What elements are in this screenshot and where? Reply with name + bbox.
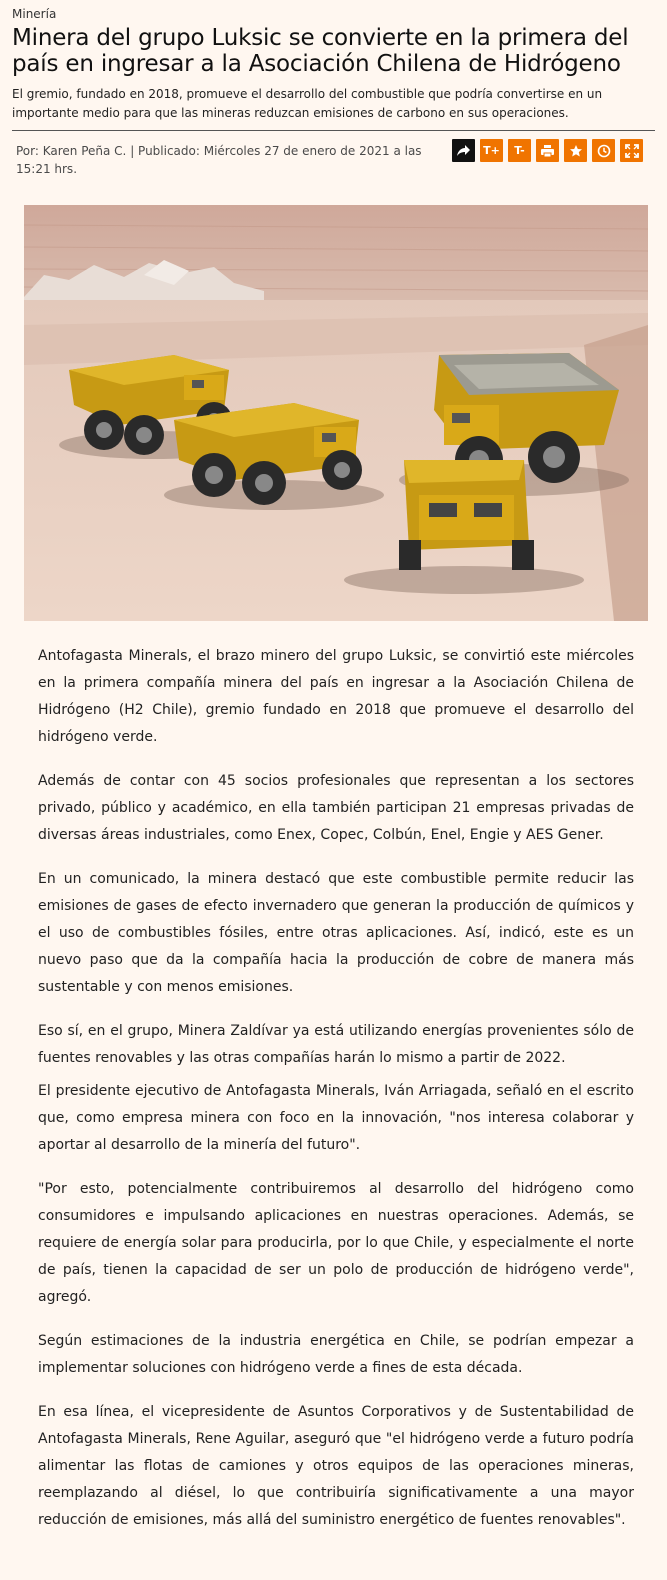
article-paragraph: En un comunicado, la minera destacó que este combustible permite reducir las emisiones de gases de efecto invernadero que generan la producción de químicos y el uso de combustibles fósiles, entre otras aplicaciones. Así, indicó, este es un nuevo paso que da la compañía hacia la producción de cobre de manera más sustentable y con menos emisiones. xyxy=(38,871,634,995)
article-photo xyxy=(24,205,648,621)
expand-icon xyxy=(625,144,639,158)
fullscreen-button[interactable] xyxy=(620,139,643,162)
article-paragraph: Además de contar con 45 socios profesionales que representan a los sectores privado, público y académico, en ella también participan 21 empresas privadas de diversas áreas industriales, como Enex, Copec, Colbún, Enel, Engie y AES Gener. xyxy=(38,773,634,843)
article-paragraph: El presidente ejecutivo de Antofagasta Minerals, Iván Arriagada, señaló en el escrito que, como empresa minera con foco en la innovación, "nos interesa colaborar y aportar al desarrollo de la minería del futuro". xyxy=(38,1083,634,1153)
article-paragraph: Antofagasta Minerals, el brazo minero del grupo Luksic, se convirtió este miércoles en la primera compañía minera del país en ingresar a la Asociación Chilena de Hidrógeno (H2 Chile), gremio fundado en 2018 que promueve el desarrollo del hidrógeno verde. xyxy=(38,648,634,745)
article-paragraph: "Por esto, potencialmente contribuiremos al desarrollo del hidrógeno como consumidores e impulsando aplicaciones en nuestras operaciones. Además, se requiere de energía solar para producirla, por lo que Chile, y especialmente el norte de país, tienen la capacidad de ser un polo de producción de hidrógeno verde", agregó. xyxy=(38,1181,634,1305)
article-body xyxy=(38,643,634,1534)
font-increase-button[interactable]: T+ xyxy=(480,139,503,162)
article-byline: Por: Karen Peña C. | Publicado: Miércoles 27 de enero de 2021 a las 15:21 hrs. xyxy=(16,144,422,176)
article-headline: Minera del grupo Luksic se convierte en la primera del país en ingresar a la Asociación Chilena de Hidrógeno xyxy=(12,25,629,77)
article-subtitle: El gremio, fundado en 2018, promueve el desarrollo del combustible que podría convertirse en un importante medio para que las mineras reduzcan emisiones de carbono en sus operaciones. xyxy=(12,87,603,120)
mining-trucks-photo xyxy=(24,205,648,621)
share-arrow-icon xyxy=(456,144,471,157)
clock-icon xyxy=(597,144,611,158)
favorite-button[interactable] xyxy=(564,139,587,162)
share-button[interactable] xyxy=(452,139,475,162)
meta-row xyxy=(12,131,655,179)
print-button[interactable] xyxy=(536,139,559,162)
history-button[interactable] xyxy=(592,139,615,162)
article-paragraph: Eso sí, en el grupo, Minera Zaldívar ya está utilizando energías provenientes sólo de fuentes renovables y las otras compañías harán lo mismo a partir de 2022. xyxy=(38,1023,634,1066)
printer-icon xyxy=(540,144,555,158)
star-icon xyxy=(569,144,583,158)
article-paragraph: En esa línea, el vicepresidente de Asuntos Corporativos y de Sustentabilidad de Antofagasta Minerals, Rene Aguilar, aseguró que "el hidrógeno verde a futuro podría alimentar las flotas de camiones y otros equipos de las operaciones mineras, reemplazando al diésel, lo que contribuiría significativamente a una mayor reducción de emisiones, más allá del suministro energético de fuentes renovables". xyxy=(38,1404,634,1528)
article-paragraph: Según estimaciones de la industria energética en Chile, se podrían empezar a implementar soluciones con hidrógeno verde a fines de esta década. xyxy=(38,1333,634,1376)
font-decrease-button[interactable]: T- xyxy=(508,139,531,162)
category-label[interactable]: Minería xyxy=(12,7,57,21)
article-toolbar xyxy=(452,139,643,162)
